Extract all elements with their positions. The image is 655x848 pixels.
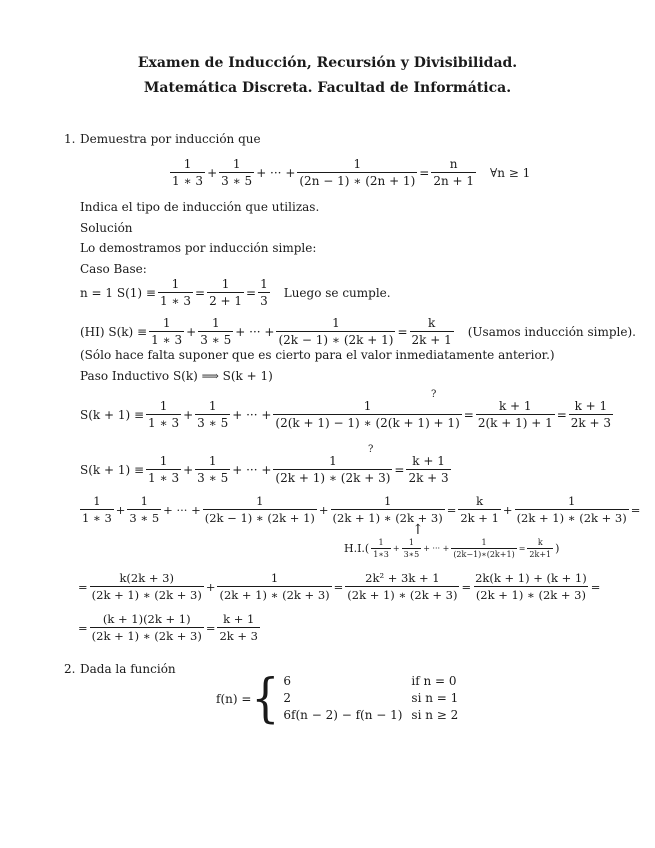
problem-1-number: 1. xyxy=(64,132,76,146)
problem-2-number: 2. xyxy=(64,662,76,676)
question-mark-1: ? xyxy=(431,389,437,400)
up-arrow-icon: ↑ xyxy=(412,522,424,538)
question-mark-2: ? xyxy=(368,444,374,455)
inductive-step-equation-2: S(k + 1) ≡ $\frac{1}{1 ∗ 3}$ + $\frac{1}{3 ∗ 5}$ + ··· + $\frac{1}{(2k + 1) ∗ (2k + 3)}$ = $\frac{k + 1}{2k + 3}$ xyxy=(80,454,449,485)
case-row: 6 if n = 0 xyxy=(283,674,457,688)
base-case-heading: Caso Base: xyxy=(80,262,147,276)
left-brace: { xyxy=(251,667,280,729)
inductive-hypothesis: (HI) S(k) ≡ $\frac{1}{1 ∗ 3}$ + $\frac{1}{3 ∗ 5}$ + ··· + $\frac{1}{(2k - 1) ∗ (2k + 1)}$ = $\frac{k}{2k + 1}$ (Usamos inducción simple). xyxy=(80,316,636,347)
hypothesis-note: (Sólo hace falta suponer que es cierto para el valor inmediatamente anterior.) xyxy=(80,348,555,362)
problem-1-statement: Demuestra por inducción que xyxy=(80,132,261,146)
hypothesis-reference: H.I.( $\frac{1}{1∗3}$ + $\frac{1}{3∗5}$ + ··· + $\frac{1}{(2k-1)∗(2k+1)}$ = $\frac{k}{2k+1}$ ) xyxy=(344,538,560,559)
exam-subtitle: Matemática Discreta. Facultad de Informática. xyxy=(143,80,512,96)
base-case-equation: n = 1 S(1) ≡ $\frac{1}{1 ∗ 3}$ = $\frac{1}{2 + 1}$ = $\frac{1}{3}$ Luego se cumple. xyxy=(80,277,391,308)
cases-table xyxy=(279,673,462,724)
inductive-step-equation-4: = $\frac{k(2k + 3)}{(2k + 1) ∗ (2k + 3)}$ + $\frac{1}{(2k + 1) ∗ (2k + 3)}$ = $\frac{\text{2k² + 3k + 1}}{(2k + 1) ∗ (2k + 3)}$ = $\frac{2k(k + 1) + (k + 1)}{(2k + 1) ∗ (2k + 3)}$ = xyxy=(78,571,601,602)
main-equation: $\frac{1}{1 ∗ 3}$ + $\frac{1}{3 ∗ 5}$ + ··· + $\frac{1}{(2n - 1) ∗ (2n + 1)}$ = $\frac{n}{2n + 1}$ ∀n ≥ 1 xyxy=(172,157,531,188)
inductive-step-equation-3: $\frac{1}{1 ∗ 3}$ + $\frac{1}{3 ∗ 5}$ + ··· + $\frac{1}{(2k - 1) ∗ (2k + 1)}$ + $\frac{1}{(2k + 1) ∗ (2k + 3)}$ = $\frac{k}{2k + 1}$ + $\frac{1}{(2k + 1) ∗ (2k + 3)}$ = xyxy=(82,494,641,525)
problem-2-statement: Dada la función xyxy=(80,662,176,676)
inductive-step-equation-5: = $\frac{(k + 1)(2k + 1)}{(2k + 1) ∗ (2k + 3)}$ = $\frac{k + 1}{2k + 3}$ xyxy=(78,612,259,643)
case-row: 6f(n − 2) − f(n − 1) si n ≥ 2 xyxy=(283,708,459,722)
exam-title: Examen de Inducción, Recursión y Divisibilidad. xyxy=(137,55,518,71)
case-row: 2 si n = 1 xyxy=(283,691,459,705)
inductive-step-heading: Paso Inductivo S(k) ⟹ S(k + 1) xyxy=(80,369,273,383)
inductive-step-equation-1: S(k + 1) ≡ $\frac{1}{1 ∗ 3}$ + $\frac{1}{3 ∗ 5}$ + ··· + $\frac{1}{(2(k + 1) - 1) ∗ (2(k + 1) + 1)}$ = $\frac{k + 1}{2(k + 1) + 1}$ = $\frac{k + 1}{2k + 3}$ xyxy=(80,399,612,430)
method-statement: Lo demostramos por inducción simple: xyxy=(80,241,317,255)
solution-heading: Solución xyxy=(80,221,133,235)
induction-type-prompt: Indica el tipo de inducción que utilizas. xyxy=(80,200,320,214)
recursive-function-definition: f(n) = { 6 if n = 0 2 si n = 1 6f(n − 2) − f(n − 1) si n ≥ 2 xyxy=(216,673,462,724)
